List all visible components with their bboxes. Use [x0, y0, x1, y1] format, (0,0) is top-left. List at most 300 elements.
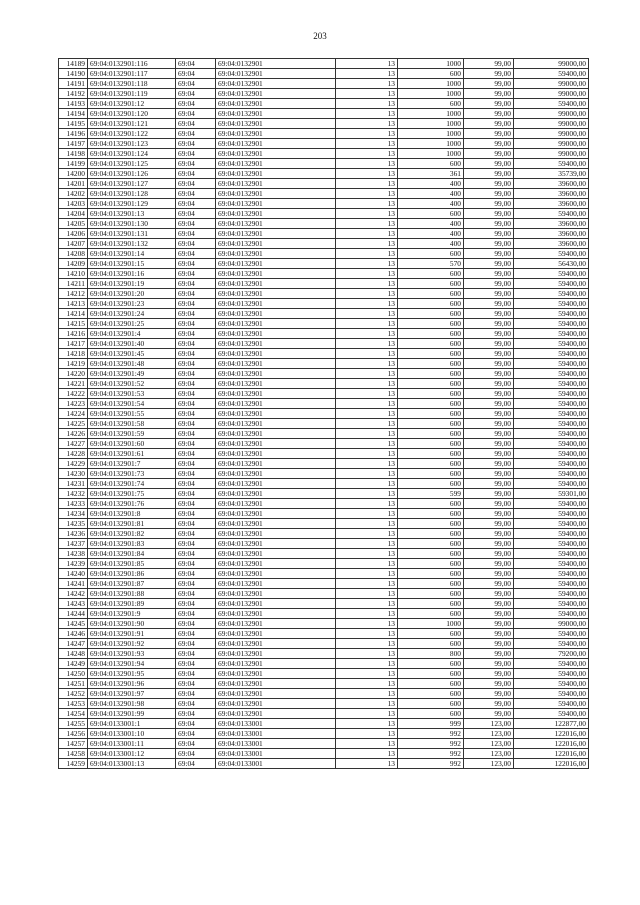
- price-cell: 99,00: [464, 409, 514, 419]
- row-number-cell: 14219: [59, 359, 88, 369]
- price-cell: 99,00: [464, 549, 514, 559]
- area-cell: 400: [398, 189, 464, 199]
- district-code-cell: 69:04: [176, 69, 216, 79]
- area-cell: 600: [398, 579, 464, 589]
- area-cell: 600: [398, 429, 464, 439]
- row-number-cell: 14251: [59, 679, 88, 689]
- category-code-cell: 13: [336, 59, 398, 69]
- table-row: [59, 699, 589, 709]
- quarter-number-cell: 69:04:0132901: [216, 129, 336, 139]
- district-code-cell: 69:04: [176, 199, 216, 209]
- district-code-cell: 69:04: [176, 259, 216, 269]
- area-cell: 1000: [398, 119, 464, 129]
- district-code-cell: 69:04: [176, 99, 216, 109]
- table-row: [59, 349, 589, 359]
- quarter-number-cell: 69:04:0132901: [216, 299, 336, 309]
- price-cell: 99,00: [464, 709, 514, 719]
- value-cell: 122877,00: [514, 719, 589, 729]
- table-row: [59, 359, 589, 369]
- district-code-cell: 69:04: [176, 139, 216, 149]
- quarter-number-cell: 69:04:0132901: [216, 529, 336, 539]
- value-cell: 59400,00: [514, 399, 589, 409]
- quarter-number-cell: 69:04:0133001: [216, 749, 336, 759]
- value-cell: 59400,00: [514, 309, 589, 319]
- quarter-number-cell: 69:04:0132901: [216, 59, 336, 69]
- price-cell: 99,00: [464, 269, 514, 279]
- area-cell: 600: [398, 689, 464, 699]
- area-cell: 400: [398, 219, 464, 229]
- district-code-cell: 69:04: [176, 239, 216, 249]
- quarter-number-cell: 69:04:0132901: [216, 549, 336, 559]
- quarter-number-cell: 69:04:0132901: [216, 169, 336, 179]
- category-code-cell: 13: [336, 459, 398, 469]
- price-cell: 99,00: [464, 499, 514, 509]
- row-number-cell: 14256: [59, 729, 88, 739]
- category-code-cell: 13: [336, 759, 398, 769]
- table-row: [59, 479, 589, 489]
- value-cell: 59400,00: [514, 459, 589, 469]
- cadastral-number-cell: 69:04:0132901:98: [88, 699, 176, 709]
- cadastral-number-cell: 69:04:0132901:74: [88, 479, 176, 489]
- district-code-cell: 69:04: [176, 659, 216, 669]
- table-row: [59, 559, 589, 569]
- quarter-number-cell: 69:04:0132901: [216, 479, 336, 489]
- table-row: [59, 119, 589, 129]
- value-cell: 59400,00: [514, 299, 589, 309]
- quarter-number-cell: 69:04:0132901: [216, 379, 336, 389]
- cadastral-number-cell: 69:04:0132901:93: [88, 649, 176, 659]
- table-row: [59, 669, 589, 679]
- area-cell: 570: [398, 259, 464, 269]
- price-cell: 99,00: [464, 109, 514, 119]
- table-row: [59, 129, 589, 139]
- price-cell: 99,00: [464, 449, 514, 459]
- district-code-cell: 69:04: [176, 389, 216, 399]
- category-code-cell: 13: [336, 569, 398, 579]
- district-code-cell: 69:04: [176, 439, 216, 449]
- quarter-number-cell: 69:04:0132901: [216, 439, 336, 449]
- table-row: [59, 529, 589, 539]
- table-row: [59, 499, 589, 509]
- table-row: [59, 89, 589, 99]
- price-cell: 99,00: [464, 639, 514, 649]
- price-cell: 99,00: [464, 589, 514, 599]
- district-code-cell: 69:04: [176, 419, 216, 429]
- category-code-cell: 13: [336, 489, 398, 499]
- price-cell: 99,00: [464, 329, 514, 339]
- quarter-number-cell: 69:04:0132901: [216, 539, 336, 549]
- row-number-cell: 14253: [59, 699, 88, 709]
- cadastral-number-cell: 69:04:0132901:85: [88, 559, 176, 569]
- row-number-cell: 14206: [59, 229, 88, 239]
- category-code-cell: 13: [336, 449, 398, 459]
- value-cell: 59400,00: [514, 379, 589, 389]
- row-number-cell: 14229: [59, 459, 88, 469]
- area-cell: 600: [398, 299, 464, 309]
- area-cell: 600: [398, 519, 464, 529]
- category-code-cell: 13: [336, 519, 398, 529]
- table-row: [59, 589, 589, 599]
- district-code-cell: 69:04: [176, 679, 216, 689]
- area-cell: 600: [398, 569, 464, 579]
- price-cell: 99,00: [464, 629, 514, 639]
- value-cell: 59400,00: [514, 159, 589, 169]
- value-cell: 59400,00: [514, 699, 589, 709]
- price-cell: 99,00: [464, 259, 514, 269]
- quarter-number-cell: 69:04:0132901: [216, 69, 336, 79]
- district-code-cell: 69:04: [176, 279, 216, 289]
- row-number-cell: 14236: [59, 529, 88, 539]
- quarter-number-cell: 69:04:0132901: [216, 569, 336, 579]
- category-code-cell: 13: [336, 109, 398, 119]
- district-code-cell: 69:04: [176, 79, 216, 89]
- table-row: [59, 189, 589, 199]
- quarter-number-cell: 69:04:0132901: [216, 559, 336, 569]
- district-code-cell: 69:04: [176, 699, 216, 709]
- cadastral-number-cell: 69:04:0132901:129: [88, 199, 176, 209]
- area-cell: 600: [398, 369, 464, 379]
- row-number-cell: 14192: [59, 89, 88, 99]
- row-number-cell: 14207: [59, 239, 88, 249]
- area-cell: 992: [398, 739, 464, 749]
- category-code-cell: 13: [336, 69, 398, 79]
- quarter-number-cell: 69:04:0132901: [216, 349, 336, 359]
- quarter-number-cell: 69:04:0132901: [216, 219, 336, 229]
- quarter-number-cell: 69:04:0132901: [216, 269, 336, 279]
- cadastral-number-cell: 69:04:0132901:97: [88, 689, 176, 699]
- price-cell: 99,00: [464, 159, 514, 169]
- area-cell: 1000: [398, 619, 464, 629]
- district-code-cell: 69:04: [176, 59, 216, 69]
- quarter-number-cell: 69:04:0132901: [216, 419, 336, 429]
- cadastral-number-cell: 69:04:0132901:91: [88, 629, 176, 639]
- row-number-cell: 14238: [59, 549, 88, 559]
- price-cell: 99,00: [464, 399, 514, 409]
- district-code-cell: 69:04: [176, 629, 216, 639]
- cadastral-number-cell: 69:04:0133001:11: [88, 739, 176, 749]
- district-code-cell: 69:04: [176, 749, 216, 759]
- category-code-cell: 13: [336, 349, 398, 359]
- row-number-cell: 14201: [59, 179, 88, 189]
- table-row: [59, 679, 589, 689]
- area-cell: 361: [398, 169, 464, 179]
- value-cell: 59400,00: [514, 549, 589, 559]
- category-code-cell: 13: [336, 159, 398, 169]
- row-number-cell: 14191: [59, 79, 88, 89]
- value-cell: 56430,00: [514, 259, 589, 269]
- value-cell: 59400,00: [514, 679, 589, 689]
- quarter-number-cell: 69:04:0132901: [216, 589, 336, 599]
- price-cell: 99,00: [464, 539, 514, 549]
- quarter-number-cell: 69:04:0132901: [216, 449, 336, 459]
- category-code-cell: 13: [336, 589, 398, 599]
- row-number-cell: 14199: [59, 159, 88, 169]
- table-row: [59, 469, 589, 479]
- district-code-cell: 69:04: [176, 229, 216, 239]
- price-cell: 99,00: [464, 339, 514, 349]
- category-code-cell: 13: [336, 169, 398, 179]
- table-row: [59, 439, 589, 449]
- price-cell: 99,00: [464, 139, 514, 149]
- row-number-cell: 14254: [59, 709, 88, 719]
- price-cell: 99,00: [464, 279, 514, 289]
- row-number-cell: 14243: [59, 599, 88, 609]
- table-row: [59, 509, 589, 519]
- table-row: [59, 389, 589, 399]
- cadastral-number-cell: 69:04:0132901:86: [88, 569, 176, 579]
- cadastral-number-cell: 69:04:0132901:14: [88, 249, 176, 259]
- district-code-cell: 69:04: [176, 329, 216, 339]
- price-cell: 99,00: [464, 439, 514, 449]
- value-cell: 59400,00: [514, 639, 589, 649]
- category-code-cell: 13: [336, 579, 398, 589]
- value-cell: 59400,00: [514, 449, 589, 459]
- price-cell: 99,00: [464, 249, 514, 259]
- table-row: [59, 399, 589, 409]
- price-cell: 99,00: [464, 699, 514, 709]
- district-code-cell: 69:04: [176, 249, 216, 259]
- table-row: [59, 459, 589, 469]
- district-code-cell: 69:04: [176, 319, 216, 329]
- price-cell: 99,00: [464, 299, 514, 309]
- price-cell: 99,00: [464, 379, 514, 389]
- cadastral-number-cell: 69:04:0132901:49: [88, 369, 176, 379]
- table-row: [59, 379, 589, 389]
- district-code-cell: 69:04: [176, 189, 216, 199]
- category-code-cell: 13: [336, 599, 398, 609]
- quarter-number-cell: 69:04:0132901: [216, 709, 336, 719]
- area-cell: 600: [398, 699, 464, 709]
- quarter-number-cell: 69:04:0132901: [216, 579, 336, 589]
- cadastral-number-cell: 69:04:0132901:12: [88, 99, 176, 109]
- category-code-cell: 13: [336, 119, 398, 129]
- value-cell: 122016,00: [514, 759, 589, 769]
- value-cell: 99000,00: [514, 59, 589, 69]
- category-code-cell: 13: [336, 559, 398, 569]
- row-number-cell: 14230: [59, 469, 88, 479]
- area-cell: 600: [398, 659, 464, 669]
- row-number-cell: 14204: [59, 209, 88, 219]
- table-row: [59, 539, 589, 549]
- area-cell: 999: [398, 719, 464, 729]
- category-code-cell: 13: [336, 499, 398, 509]
- area-cell: 600: [398, 329, 464, 339]
- price-cell: 123,00: [464, 729, 514, 739]
- district-code-cell: 69:04: [176, 539, 216, 549]
- district-code-cell: 69:04: [176, 599, 216, 609]
- quarter-number-cell: 69:04:0132901: [216, 619, 336, 629]
- row-number-cell: 14246: [59, 629, 88, 639]
- district-code-cell: 69:04: [176, 649, 216, 659]
- row-number-cell: 14189: [59, 59, 88, 69]
- table-row: [59, 299, 589, 309]
- quarter-number-cell: 69:04:0132901: [216, 279, 336, 289]
- area-cell: 800: [398, 649, 464, 659]
- quarter-number-cell: 69:04:0132901: [216, 289, 336, 299]
- table-row: [59, 719, 589, 729]
- value-cell: 59400,00: [514, 559, 589, 569]
- table-row: [59, 289, 589, 299]
- cadastral-number-cell: 69:04:0132901:127: [88, 179, 176, 189]
- row-number-cell: 14239: [59, 559, 88, 569]
- price-cell: 99,00: [464, 659, 514, 669]
- category-code-cell: 13: [336, 359, 398, 369]
- value-cell: 59400,00: [514, 349, 589, 359]
- value-cell: 99000,00: [514, 129, 589, 139]
- cadastral-number-cell: 69:04:0132901:124: [88, 149, 176, 159]
- cadastral-number-cell: 69:04:0133001:1: [88, 719, 176, 729]
- row-number-cell: 14233: [59, 499, 88, 509]
- cadastral-number-cell: 69:04:0132901:8: [88, 509, 176, 519]
- value-cell: 59301,00: [514, 489, 589, 499]
- value-cell: 39600,00: [514, 179, 589, 189]
- district-code-cell: 69:04: [176, 379, 216, 389]
- price-cell: 99,00: [464, 509, 514, 519]
- cadastral-number-cell: 69:04:0132901:92: [88, 639, 176, 649]
- cadastral-number-cell: 69:04:0132901:76: [88, 499, 176, 509]
- category-code-cell: 13: [336, 539, 398, 549]
- row-number-cell: 14218: [59, 349, 88, 359]
- category-code-cell: 13: [336, 199, 398, 209]
- category-code-cell: 13: [336, 679, 398, 689]
- quarter-number-cell: 69:04:0132901: [216, 639, 336, 649]
- price-cell: 99,00: [464, 229, 514, 239]
- quarter-number-cell: 69:04:0133001: [216, 729, 336, 739]
- category-code-cell: 13: [336, 149, 398, 159]
- category-code-cell: 13: [336, 319, 398, 329]
- quarter-number-cell: 69:04:0132901: [216, 599, 336, 609]
- price-cell: 99,00: [464, 189, 514, 199]
- quarter-number-cell: 69:04:0132901: [216, 699, 336, 709]
- quarter-number-cell: 69:04:0132901: [216, 209, 336, 219]
- quarter-number-cell: 69:04:0132901: [216, 409, 336, 419]
- table-row: [59, 239, 589, 249]
- value-cell: 59400,00: [514, 479, 589, 489]
- price-cell: 99,00: [464, 349, 514, 359]
- quarter-number-cell: 69:04:0132901: [216, 259, 336, 269]
- page-number: 203: [313, 31, 327, 41]
- cadastral-number-cell: 69:04:0132901:15: [88, 259, 176, 269]
- price-cell: 99,00: [464, 429, 514, 439]
- value-cell: 59400,00: [514, 359, 589, 369]
- area-cell: 600: [398, 529, 464, 539]
- category-code-cell: 13: [336, 749, 398, 759]
- value-cell: 59400,00: [514, 709, 589, 719]
- row-number-cell: 14252: [59, 689, 88, 699]
- price-cell: 99,00: [464, 689, 514, 699]
- table-row: [59, 219, 589, 229]
- district-code-cell: 69:04: [176, 299, 216, 309]
- table-row: [59, 159, 589, 169]
- cadastral-number-cell: 69:04:0132901:95: [88, 669, 176, 679]
- area-cell: 1000: [398, 139, 464, 149]
- price-cell: 99,00: [464, 179, 514, 189]
- value-cell: 39600,00: [514, 219, 589, 229]
- area-cell: 600: [398, 249, 464, 259]
- cadastral-number-cell: 69:04:0132901:45: [88, 349, 176, 359]
- cadastral-number-cell: 69:04:0132901:55: [88, 409, 176, 419]
- value-cell: 99000,00: [514, 619, 589, 629]
- cadastral-number-cell: 69:04:0132901:19: [88, 279, 176, 289]
- category-code-cell: 13: [336, 629, 398, 639]
- price-cell: 99,00: [464, 359, 514, 369]
- quarter-number-cell: 69:04:0132901: [216, 509, 336, 519]
- quarter-number-cell: 69:04:0132901: [216, 79, 336, 89]
- price-cell: 99,00: [464, 149, 514, 159]
- category-code-cell: 13: [336, 249, 398, 259]
- quarter-number-cell: 69:04:0132901: [216, 669, 336, 679]
- price-cell: 99,00: [464, 209, 514, 219]
- row-number-cell: 14224: [59, 409, 88, 419]
- quarter-number-cell: 69:04:0133001: [216, 739, 336, 749]
- district-code-cell: 69:04: [176, 289, 216, 299]
- row-number-cell: 14257: [59, 739, 88, 749]
- district-code-cell: 69:04: [176, 149, 216, 159]
- price-cell: 99,00: [464, 69, 514, 79]
- price-cell: 99,00: [464, 369, 514, 379]
- cadastral-number-cell: 69:04:0133001:13: [88, 759, 176, 769]
- category-code-cell: 13: [336, 479, 398, 489]
- table-row: [59, 69, 589, 79]
- row-number-cell: 14195: [59, 119, 88, 129]
- area-cell: 600: [398, 559, 464, 569]
- table-row: [59, 629, 589, 639]
- row-number-cell: 14241: [59, 579, 88, 589]
- cadastral-number-cell: 69:04:0132901:126: [88, 169, 176, 179]
- area-cell: 600: [398, 419, 464, 429]
- cadastral-number-cell: 69:04:0132901:83: [88, 539, 176, 549]
- cadastral-number-cell: 69:04:0132901:13: [88, 209, 176, 219]
- area-cell: 600: [398, 209, 464, 219]
- table-row: [59, 429, 589, 439]
- category-code-cell: 13: [336, 609, 398, 619]
- price-cell: 99,00: [464, 129, 514, 139]
- category-code-cell: 13: [336, 409, 398, 419]
- area-cell: 600: [398, 339, 464, 349]
- category-code-cell: 13: [336, 389, 398, 399]
- category-code-cell: 13: [336, 529, 398, 539]
- cadastral-number-cell: 69:04:0132901:73: [88, 469, 176, 479]
- quarter-number-cell: 69:04:0133001: [216, 759, 336, 769]
- price-cell: 99,00: [464, 89, 514, 99]
- price-cell: 99,00: [464, 489, 514, 499]
- district-code-cell: 69:04: [176, 269, 216, 279]
- category-code-cell: 13: [336, 639, 398, 649]
- quarter-number-cell: 69:04:0132901: [216, 199, 336, 209]
- quarter-number-cell: 69:04:0132901: [216, 159, 336, 169]
- table-row: [59, 729, 589, 739]
- area-cell: 600: [398, 269, 464, 279]
- row-number-cell: 14212: [59, 289, 88, 299]
- category-code-cell: 13: [336, 139, 398, 149]
- table-row: [59, 319, 589, 329]
- district-code-cell: 69:04: [176, 669, 216, 679]
- row-number-cell: 14198: [59, 149, 88, 159]
- area-cell: 400: [398, 179, 464, 189]
- district-code-cell: 69:04: [176, 349, 216, 359]
- district-code-cell: 69:04: [176, 729, 216, 739]
- quarter-number-cell: 69:04:0132901: [216, 519, 336, 529]
- value-cell: 59400,00: [514, 279, 589, 289]
- row-number-cell: 14245: [59, 619, 88, 629]
- category-code-cell: 13: [336, 469, 398, 479]
- table-row: [59, 639, 589, 649]
- district-code-cell: 69:04: [176, 409, 216, 419]
- district-code-cell: 69:04: [176, 169, 216, 179]
- price-cell: 99,00: [464, 289, 514, 299]
- area-cell: 599: [398, 489, 464, 499]
- quarter-number-cell: 69:04:0132901: [216, 429, 336, 439]
